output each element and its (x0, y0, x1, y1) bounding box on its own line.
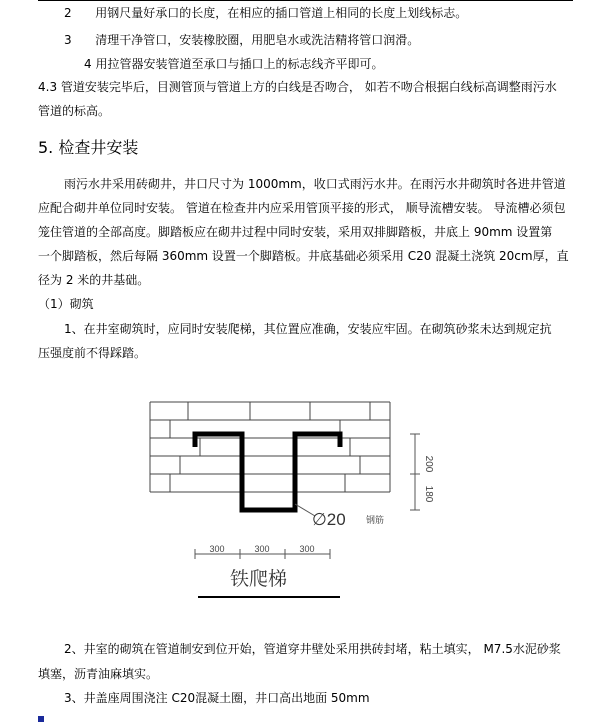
paragraph-line: 笼住管道的全部高度。脚踏板应在砌井过程中同时安装，采用双排脚踏板，井底上 90mm 设置第 (38, 225, 553, 239)
list-item-2 (64, 6, 467, 21)
list-item-3 (64, 33, 419, 48)
paragraph-line: 1、在井室砌筑时，应同时安装爬梯，其位置应准确，安装应牢固。在砌筑砂浆未达到规定抗 (64, 322, 552, 336)
paragraph-line: 填塞，沥青油麻填实。 (38, 667, 159, 681)
item-text: 清理干净管口，安装橡胶圈，用肥皂水或洗洁精将管口润滑。 (95, 33, 420, 47)
list-item-4: 4 用拉管器安装管道至承口与插口上的标志线齐平即可。 (84, 57, 384, 71)
item-number: 2 (64, 6, 72, 20)
vertical-dimension (410, 434, 420, 510)
paragraph-line: 雨污水井采用砖砌井，井口尺寸为 1000mm，收口式雨污水井。在雨污水井砌筑时各进井管道 (64, 177, 566, 191)
section-5-heading: 5. 检查井安装 (38, 138, 139, 157)
top-rule (38, 0, 573, 1)
ladder-diagram (140, 392, 440, 608)
paragraph-line: 3、井盖座周围浇注 C20混凝土圈，井口高出地面 50mm (64, 691, 370, 705)
paragraph-line: 应配合砌井单位同时安装。 管道在检查井内应采用管顶平接的形式， 顺导流槽安装。 导流槽必须包 (38, 201, 566, 215)
page-marker (38, 716, 44, 722)
item-text: 用钢尺量好承口的长度，在相应的插口管道上相同的长度上划线标志。 (95, 6, 468, 20)
paragraph-line: 一个脚踏板，然后每隔 360mm 设置一个脚踏板。井底基础必须采用 C20 混凝土浇筑 20cm厚，直 (38, 249, 569, 263)
rebar-label-suffix: 钢筋 (366, 516, 385, 526)
paragraph-line: 2、井室的砌筑在管道制安到位开始，管道穿井壁处采用拱砖封堵，粘土填实， M7.5水泥砂浆 (64, 642, 561, 656)
subsection-title: （1）砌筑 (38, 297, 94, 311)
ladder-drawing (140, 392, 440, 604)
ladder-rebar (195, 434, 340, 510)
dim-label-top: 200 (423, 455, 434, 473)
dim-label: 300 (209, 544, 225, 554)
dim-label-bottom: 180 (423, 485, 434, 503)
paragraph-line: 压强度前不得踩踏。 (38, 346, 147, 360)
paragraph-line: 径为 2 米的井基础。 (38, 273, 150, 287)
item-number: 3 (64, 33, 72, 47)
brick-wall (150, 402, 390, 492)
section-4-3-line1: 4.3 管道安装完毕后，目测管顶与管道上方的白线是否吻合， 如若不吻合根据白线标高调整雨污水 (38, 80, 557, 94)
dim-label: 300 (254, 544, 270, 554)
dim-label: 300 (299, 544, 315, 554)
figure-caption: 铁爬梯 (230, 568, 288, 590)
section-4-3-line2: 管道的标高。 (38, 104, 111, 118)
rebar-label: ∅20 (312, 510, 346, 529)
